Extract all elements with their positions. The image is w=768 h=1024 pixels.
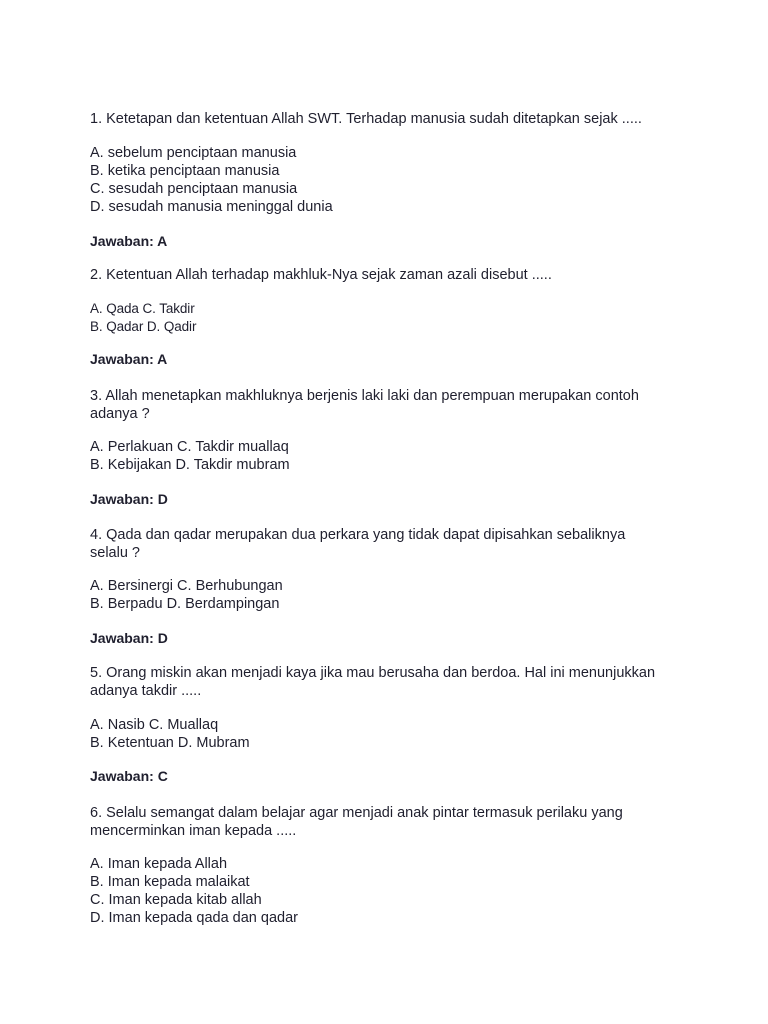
question-5-answer: Jawaban: C — [90, 768, 168, 784]
question-1-option-a: A. sebelum penciptaan manusia — [90, 145, 297, 161]
question-6-option-d: D. Iman kepada qada dan qadar — [90, 910, 298, 926]
question-3-option-line-1: A. Perlakuan C. Takdir muallaq — [90, 439, 289, 455]
question-5-option-line-1: A. Nasib C. Muallaq — [90, 717, 219, 733]
question-4-text-line-1: 4. Qada dan qadar merupakan dua perkara yang tidak dapat dipisahkan sebaliknya — [90, 527, 626, 543]
question-6-option-a: A. Iman kepada Allah — [90, 856, 228, 872]
question-2-option-line-1: A. Qada C. Takdir — [90, 301, 195, 316]
question-6-option-c: C. Iman kepada kitab allah — [90, 892, 262, 908]
question-4-option-line-1: A. Bersinergi C. Berhubungan — [90, 578, 283, 594]
question-1-option-b: B. ketika penciptaan manusia — [90, 163, 280, 179]
question-1-answer: Jawaban: A — [90, 233, 168, 249]
question-4-option-line-2: B. Berpadu D. Berdampingan — [90, 596, 280, 612]
question-3-text-line-1: 3. Allah menetapkan makhluknya berjenis laki laki dan perempuan merupakan contoh — [90, 388, 639, 404]
question-1-option-c: C. sesudah penciptaan manusia — [90, 181, 298, 197]
question-1-text: 1. Ketetapan dan ketentuan Allah SWT. Terhadap manusia sudah ditetapkan sejak ..... — [90, 111, 642, 127]
question-3-option-line-2: B. Kebijakan D. Takdir mubram — [90, 457, 290, 473]
question-2-answer: Jawaban: A — [90, 351, 168, 367]
question-2-option-line-2: B. Qadar D. Qadir — [90, 319, 197, 334]
question-5-option-line-2: B. Ketentuan D. Mubram — [90, 735, 250, 751]
question-6-text-line-2: mencerminkan iman kepada ..... — [90, 823, 297, 839]
question-3-text-line-2: adanya ? — [90, 406, 150, 422]
question-6-option-b: B. Iman kepada malaikat — [90, 874, 250, 890]
question-6-text-line-1: 6. Selalu semangat dalam belajar agar menjadi anak pintar termasuk perilaku yang — [90, 805, 623, 821]
question-4-answer: Jawaban: D — [90, 630, 168, 646]
question-4-text-line-2: selalu ? — [90, 545, 140, 561]
question-2-text: 2. Ketentuan Allah terhadap makhluk-Nya sejak zaman azali disebut ..... — [90, 267, 552, 283]
question-5-text-line-2: adanya takdir ..... — [90, 683, 202, 699]
question-1-option-d: D. sesudah manusia meninggal dunia — [90, 199, 333, 215]
question-5-text-line-1: 5. Orang miskin akan menjadi kaya jika mau berusaha dan berdoa. Hal ini menunjukkan — [90, 665, 656, 681]
question-3-answer: Jawaban: D — [90, 491, 168, 507]
